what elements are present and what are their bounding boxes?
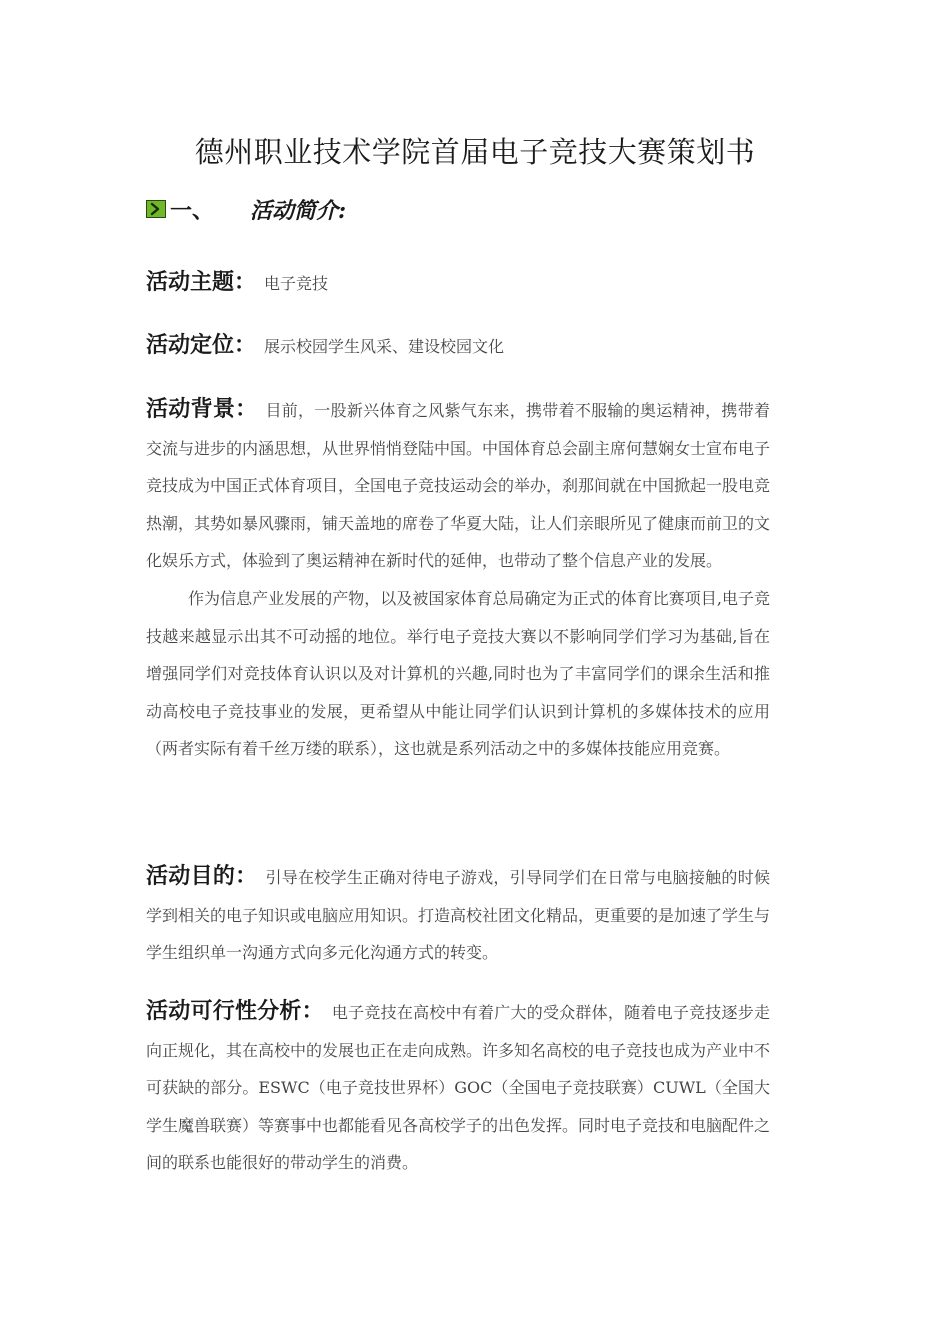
- section-heading: [146, 192, 346, 226]
- section-number: 一、: [170, 197, 215, 224]
- positioning-label: 活动定位：: [146, 332, 257, 358]
- background-text: 目前，一股新兴体育之风紫气东来，携带着不服输的奥运精神，携带着交流与进步的内涵思想，从世界悄悄登陆中国。中国体育总会副主席何慧娴女士宣布电子竞技成为中国正式体育项目，全国电子竞技运动会的举办，刹那间就在中国掀起一股电竞热潮，其势如暴风骤雨，铺天盖地的席卷了华夏大陆，让人们亲眼所见了健康而前卫的文化娱乐方式，体验到了奥运精神在新时代的延伸，也带动了整个信息产业的发展。: [146, 401, 771, 571]
- background-paragraph: [146, 391, 770, 580]
- feasibility-paragraph: [146, 993, 770, 1182]
- purpose-block: [146, 858, 770, 972]
- positioning-block: [146, 327, 770, 365]
- feasibility-block: [146, 993, 770, 1182]
- positioning-text: 展示校园学生风采、建设校园文化: [264, 337, 505, 356]
- document-title: 德州职业技术学院首届电子竞技大赛策划书: [194, 135, 756, 169]
- purpose-paragraph: [146, 858, 770, 972]
- background-paragraph-2: 作为信息产业发展的产物，以及被国家体育总局确定为正式的体育比赛项目,电子竞技越来越显示出其不可动摇的地位。举行电子竞技大赛以不影响同学们学习为基础,旨在增强同学们对竞技体育认识以及对计算机的兴趣,同时也为了丰富同学们的课余生活和推动高校电子竞技事业的发展，更希望从中能让同学们认识到计算机的多媒体技术的应用（两者实际有着千丝万缕的联系），这也就是系列活动之中的多媒体技能应用竞赛。: [146, 588, 770, 759]
- theme-label: 活动主题：: [146, 269, 257, 295]
- arrow-bullet-icon: [146, 200, 166, 218]
- theme-block: [146, 264, 770, 302]
- feasibility-text: 电子竞技在高校中有着广大的受众群体，随着电子竞技逐步走向正规化，其在高校中的发展也正在走向成熟。许多知名高校的电子竞技也成为产业中不可获缺的部分。ESWC（电子竞技世界杯）GOC（全国电子竞技联赛）CUWL（全国大学生魔兽联赛）等赛事中也都能看见各高校学子的出色发挥。同时电子竞技和电脑配件之间的联系也能很好的带动学生的消费。: [146, 1003, 771, 1173]
- purpose-label: 活动目的：: [146, 863, 258, 889]
- theme-text: 电子竞技: [264, 274, 329, 293]
- section-heading-text: 活动简介:: [250, 197, 347, 224]
- feasibility-label: 活动可行性分析：: [146, 998, 324, 1024]
- background-label: 活动背景：: [146, 396, 258, 422]
- purpose-text: 引导在校学生正确对待电子游戏，引导同学们在日常与电脑接触的时候学到相关的电子知识或电脑应用知识。打造高校社团文化精品，更重要的是加速了学生与学生组织单一沟通方式向多元化沟通方式的转变。: [146, 868, 771, 963]
- background-block: [146, 391, 770, 768]
